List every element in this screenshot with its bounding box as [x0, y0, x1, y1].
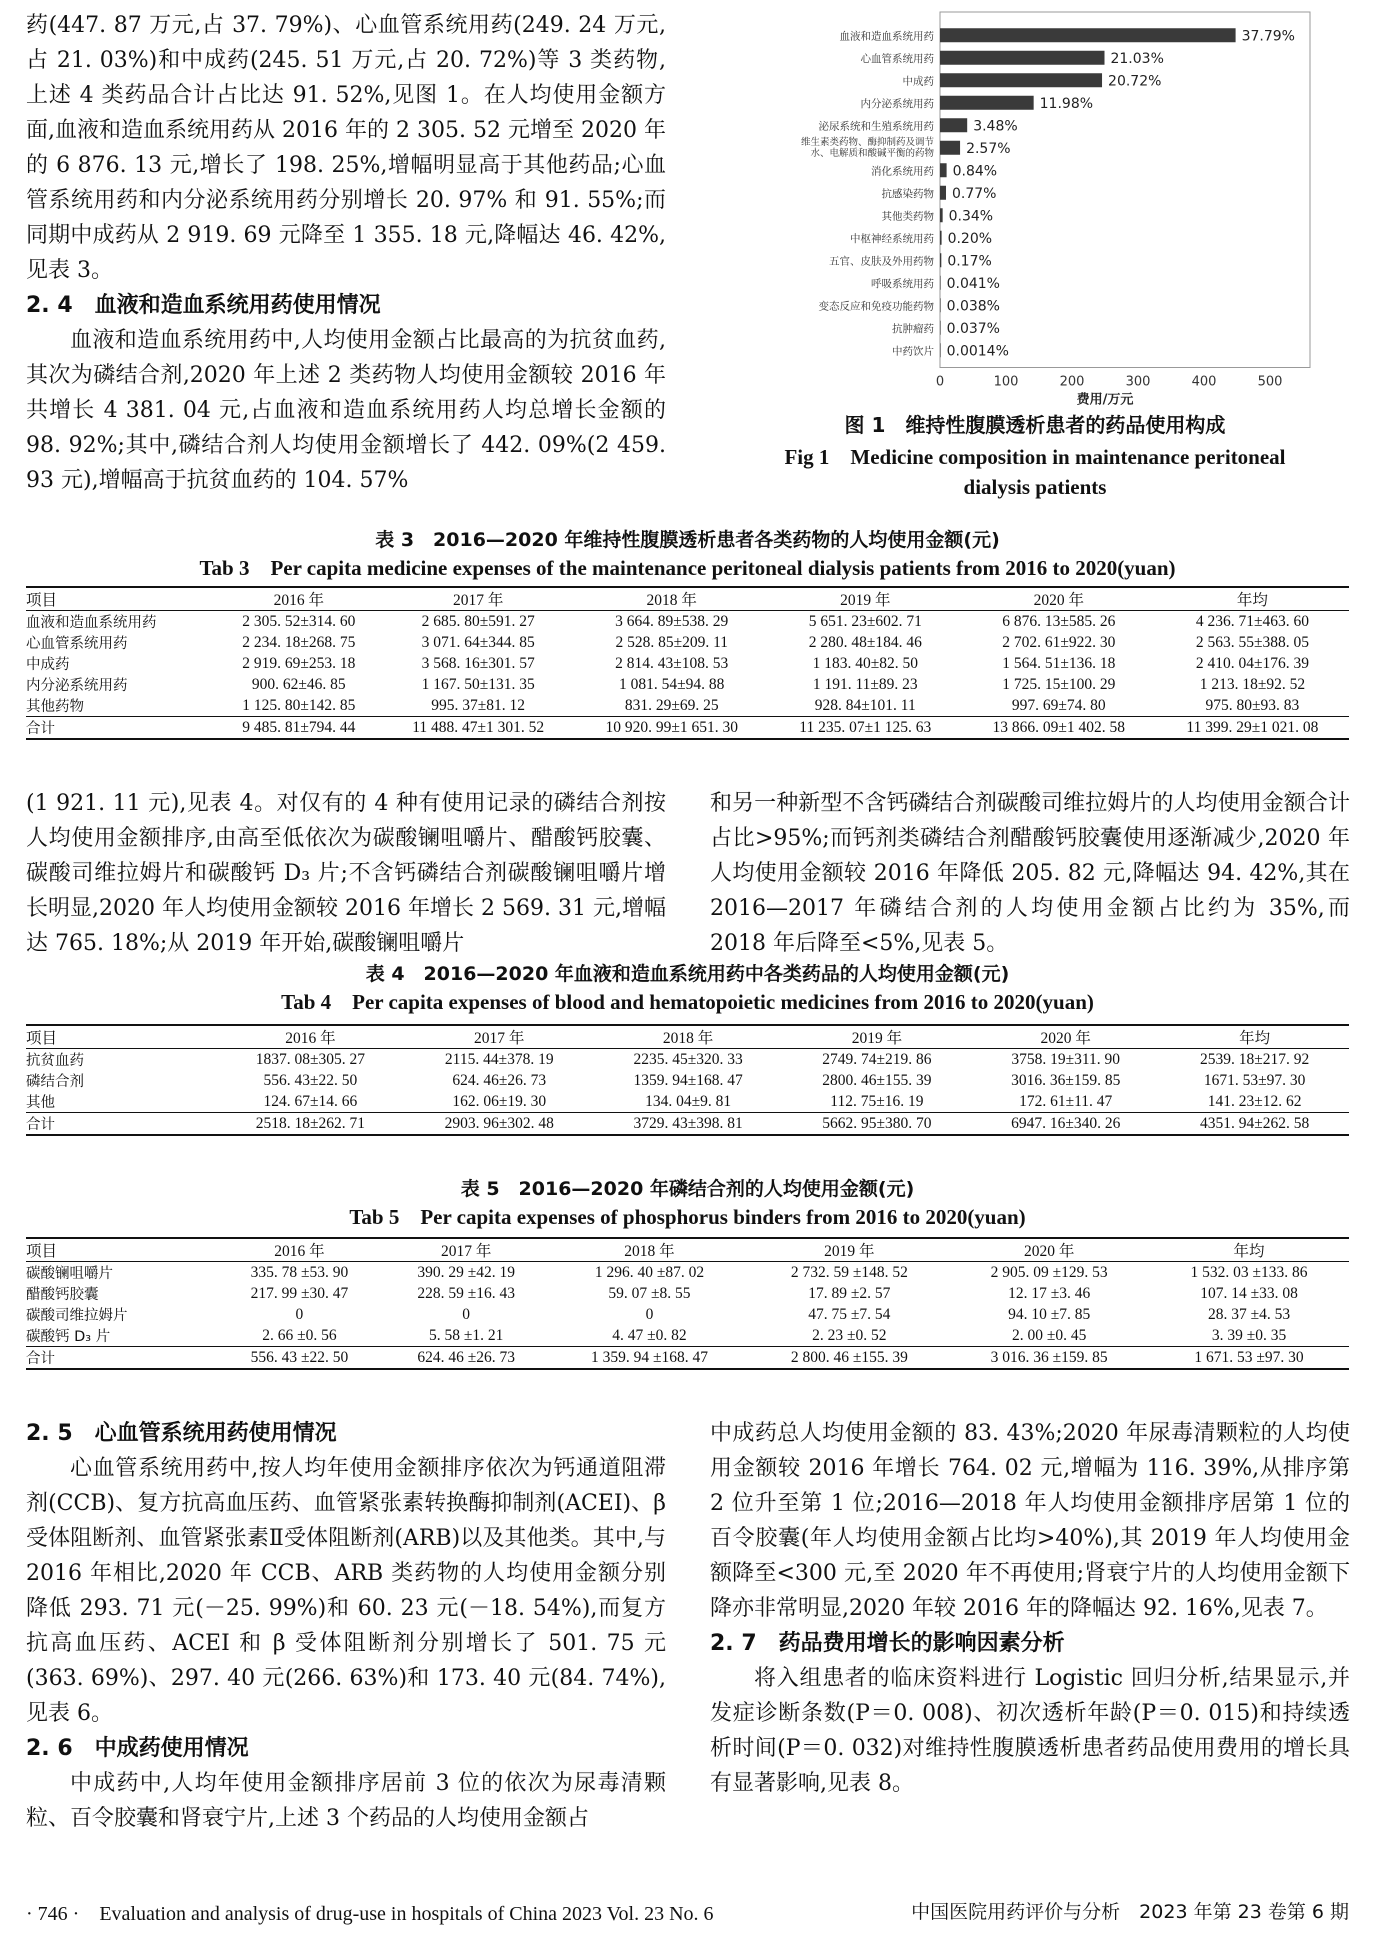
table-3-en-title: Tab 3 Per capita medicine expenses of the maintenance peritoneal dialysis patients from 2016 to 2020(yuan) — [199, 556, 1176, 580]
table-cell: 3729. 43±398. 81 — [594, 1113, 783, 1136]
data-label: 0.0014% — [946, 343, 1009, 360]
category-label: 消化系统用药 — [871, 165, 934, 178]
table-row — [26, 653, 1349, 674]
bar — [940, 253, 941, 267]
table-cell: 2 305. 52±314. 60 — [242, 612, 356, 630]
data-label: 2.57% — [966, 140, 1011, 157]
bar — [940, 28, 1236, 42]
category-label: 中药饮片 — [892, 345, 934, 358]
table-cell: 228. 59 ±16. 43 — [417, 1284, 515, 1302]
row-label: 内分泌系统用药 — [26, 678, 128, 694]
row-label: 心血管系统用药 — [26, 636, 128, 652]
table-cell: 3 071. 64±344. 85 — [421, 633, 535, 651]
column-header: 2018 年 — [594, 1025, 783, 1049]
table-row — [26, 632, 1349, 653]
bar — [940, 118, 967, 132]
mid-left-column — [26, 786, 666, 961]
table-cell: 217. 99 ±30. 47 — [250, 1284, 349, 1302]
table-cell: 4. 47 ±0. 82 — [612, 1326, 687, 1344]
category-label: 心血管系统用药 — [860, 52, 934, 65]
column-header: 2019 年 — [749, 1238, 949, 1262]
table-cell: 3016. 36±159. 85 — [1011, 1071, 1121, 1089]
category-label: 变态反应和免疫功能药物 — [818, 300, 934, 313]
row-label: 其他药物 — [26, 699, 84, 715]
table-cell: 141. 23±12. 62 — [1207, 1092, 1302, 1110]
table-cell: 2749. 74±219. 86 — [822, 1050, 932, 1068]
table-4-cn-title: 表 4 2016—2020 年血液和造血系统用药中各类药品的人均使用金额(元) — [365, 963, 1010, 985]
table-row — [26, 695, 1349, 717]
row-label: 中成药 — [26, 657, 70, 673]
column-header: 项目 — [26, 587, 216, 611]
column-header: 项目 — [26, 1025, 216, 1049]
table-row — [26, 1262, 1349, 1284]
table-cell: 11 488. 47±1 301. 52 — [382, 717, 575, 740]
table-cell: 1837. 08±305. 27 — [255, 1050, 366, 1068]
table-cell: 3 664. 89±538. 29 — [615, 612, 729, 630]
row-label: 合计 — [26, 717, 216, 740]
bar — [940, 208, 943, 222]
bar — [940, 73, 1102, 87]
table-3-title — [0, 526, 1375, 582]
x-tick-label: 0 — [935, 374, 945, 390]
paragraph: 药(447. 87 万元,占 37. 79%)、心血管系统用药(249. 24 万元,占 21. 03%)和中成药(245. 51 万元,占 20. 72%)等 3 类药物,上述 4 类药品合计占比达 91. 52%,见图 1。在人均使用金额方面,血液和造血系统用药从 2016 年的 2 305. 52 元增至 2020 年的 6 876. 13 元,增长了 198. 25%,增幅明显高于其他药品;心血管系统用药和内分泌系统用药分别增长 20. 97% 和 91. 55%;而同期中成药从 2 919. 69 元降至 1 355. 18 元,降幅达 46. 42%,见表 3。 — [26, 13, 666, 283]
table-cell: 1 167. 50±131. 35 — [421, 675, 535, 693]
paragraph: (1 921. 11 元),见表 4。对仅有的 4 种有使用记录的磷结合剂按人均使用金额排序,由高至低依次为碳酸镧咀嚼片、醋酸钙胶囊、碳酸司维拉姆片和碳酸钙 D₃ 片;不含钙磷结合剂碳酸镧咀嚼片增长明显,2020 年人均使用金额较 2016 年增长 2 569. 31 元,增幅达 765. 18%;从 2019 年开始,碳酸镧咀嚼片 — [26, 791, 666, 956]
table-cell: 4351. 94±262. 58 — [1160, 1113, 1349, 1136]
table-cell: 2539. 18±217. 92 — [1199, 1050, 1310, 1068]
table-cell: 2. 23 ±0. 52 — [812, 1326, 887, 1344]
table-cell: 2 280. 48±184. 46 — [808, 633, 922, 651]
bar — [940, 96, 1034, 110]
table-cell: 2 685. 80±591. 27 — [421, 612, 535, 630]
table-cell: 3758. 19±311. 90 — [1011, 1050, 1121, 1068]
table-cell: 1 296. 40 ±87. 02 — [594, 1263, 705, 1281]
table-cell: 335. 78 ±53. 90 — [250, 1263, 349, 1281]
table-cell: 1 125. 80±142. 85 — [242, 696, 356, 714]
row-label: 碳酸司维拉姆片 — [26, 1308, 128, 1324]
table-cell: 1 725. 15±100. 29 — [1002, 675, 1116, 693]
category-label: 泌尿系统和生殖系统用药 — [818, 120, 934, 133]
column-header: 年均 — [1160, 1025, 1349, 1049]
table-cell: 624. 46 ±26. 73 — [383, 1347, 550, 1370]
data-label: 0.20% — [947, 230, 993, 247]
table-cell: 4 236. 71±463. 60 — [1195, 612, 1309, 630]
x-tick-label: 100 — [993, 374, 1019, 390]
table-cell: 134. 04±9. 81 — [645, 1092, 732, 1110]
table-cell: 1 183. 40±82. 50 — [812, 654, 918, 672]
column-header: 2016 年 — [216, 1238, 383, 1262]
row-label: 合计 — [26, 1113, 216, 1136]
table-cell: 0 — [295, 1305, 304, 1323]
table-cell: 5. 58 ±1. 21 — [428, 1326, 504, 1344]
column-header: 2018 年 — [550, 1238, 750, 1262]
table-5 — [26, 1237, 1349, 1370]
bar — [940, 141, 960, 155]
category-label: 五官、皮肤及外用药物 — [829, 255, 934, 268]
column-header: 2019 年 — [769, 587, 962, 611]
table-5-cn-title: 表 5 2016—2020 年磷结合剂的人均使用金额(元) — [460, 1178, 915, 1200]
column-header: 2016 年 — [216, 587, 382, 611]
table-cell: 162. 06±19. 30 — [452, 1092, 547, 1110]
section-heading: 2. 6 中成药使用情况 — [26, 1736, 249, 1761]
data-label: 11.98% — [1039, 95, 1094, 112]
table-cell: 0 — [645, 1305, 654, 1323]
paragraph: 心血管系统用药中,按人均年使用金额排序依次为钙通道阻滞剂(CCB)、复方抗高血压药、血管紧张素转换酶抑制剂(ACEI)、β 受体阻断剂、血管紧张素Ⅱ受体阻断剂(ARB)以及其他类。其中,与 2016 年相比,2020 年 CCB、ARB 类药物的人均使用金额分别降低 293. 71 元(－25. 99%)和 60. 23 元(－18. 54%),而复方抗高血压药、ACEI 和 β 受体阻断剂分别增长了 501. 75 元(363. 69%)、297. 40 元(266. 63%)和 173. 40 元(84. 74%),见表 6。 — [26, 1456, 666, 1726]
table-5-title — [0, 1175, 1375, 1231]
category-label: 维生素类药物、酶抑制药及调节 — [800, 136, 934, 148]
table-cell: 10 920. 99±1 651. 30 — [575, 717, 769, 740]
table-cell: 390. 29 ±42. 19 — [417, 1263, 515, 1281]
table-row — [26, 1049, 1349, 1071]
table-cell: 0 — [462, 1305, 471, 1323]
table-cell: 1 671. 53 ±97. 30 — [1149, 1347, 1349, 1370]
x-tick-label: 500 — [1257, 374, 1283, 390]
row-label: 醋酸钙胶囊 — [26, 1287, 99, 1303]
table-cell: 831. 29±69. 25 — [624, 696, 719, 714]
table-cell: 2518. 18±262. 71 — [216, 1113, 405, 1136]
table-cell: 2115. 44±378. 19 — [444, 1050, 554, 1068]
bar — [940, 321, 941, 335]
section-heading: 2. 5 心血管系统用药使用情况 — [26, 1421, 337, 1446]
data-label: 0.84% — [952, 163, 998, 180]
table-cell: 11 399. 29±1 021. 08 — [1156, 717, 1349, 740]
bar — [940, 231, 942, 245]
column-header: 2020 年 — [949, 1238, 1149, 1262]
table-cell: 2 563. 55±388. 05 — [1195, 633, 1309, 651]
data-label: 37.79% — [1241, 28, 1295, 45]
column-header: 2017 年 — [382, 587, 575, 611]
bar — [940, 163, 947, 177]
category-label: 抗肿瘤药 — [892, 322, 934, 335]
bar — [940, 298, 941, 312]
table-cell: 975. 80±93. 83 — [1205, 696, 1300, 714]
table-cell: 1671. 53±97. 30 — [1203, 1071, 1306, 1089]
table-cell: 1 564. 51±136. 18 — [1002, 654, 1116, 672]
column-header: 2019 年 — [782, 1025, 971, 1049]
table-row — [26, 1283, 1349, 1304]
table-row — [26, 1091, 1349, 1113]
bottom-right-column — [710, 1416, 1350, 1801]
table-cell: 28. 37 ±4. 53 — [1207, 1305, 1291, 1323]
figure-1-caption — [720, 408, 1350, 502]
data-label: 0.77% — [952, 185, 997, 202]
table-cell: 1359. 94±168. 47 — [633, 1071, 743, 1089]
category-label: 水、电解质和酸碱平衡的药物 — [810, 147, 934, 159]
table-4-title — [0, 960, 1375, 1016]
table-cell: 9 485. 81±794. 44 — [216, 717, 382, 740]
footer-right: 中国医院用药评价与分析 2023 年第 23 卷第 6 期 — [911, 1901, 1349, 1923]
table-3 — [26, 586, 1349, 740]
table-cell: 3 568. 16±301. 57 — [421, 654, 535, 672]
table-cell: 2 234. 18±268. 75 — [242, 633, 356, 651]
section-heading: 2. 4 血液和造血系统用药使用情况 — [26, 293, 381, 318]
table-cell: 17. 89 ±2. 57 — [808, 1284, 891, 1302]
table-4-en-title: Tab 4 Per capita expenses of blood and hematopoietic medicines from 2016 to 2020(yuan) — [281, 990, 1094, 1014]
table-cell: 556. 43±22. 50 — [263, 1071, 358, 1089]
row-label: 碳酸钙 D₃ 片 — [26, 1329, 111, 1345]
bar — [940, 51, 1104, 65]
table-row — [26, 674, 1349, 695]
row-label: 血液和造血系统用药 — [26, 615, 157, 631]
footer-left: · 746 · Evaluation and analysis of drug-use in hospitals of China 2023 Vol. 23 No. 6 — [26, 1903, 714, 1925]
data-label: 0.041% — [946, 275, 1000, 292]
table-cell: 2 814. 43±108. 53 — [615, 654, 729, 672]
row-label: 抗贫血药 — [26, 1053, 84, 1069]
left-top-column — [26, 8, 666, 498]
data-label: 20.72% — [1108, 73, 1162, 90]
paragraph: 中成药中,人均年使用金额排序居前 3 位的依次为尿毒清颗粒、百令胶囊和肾衰宁片,上述 3 个药品的人均使用金额占 — [26, 1771, 666, 1831]
table-cell: 2800. 46±155. 39 — [822, 1071, 932, 1089]
column-header: 年均 — [1149, 1238, 1349, 1262]
figure-1-cn-caption: 图 1 维持性腹膜透析患者的药品使用构成 — [844, 413, 1226, 437]
table-cell: 13 866. 09±1 402. 58 — [962, 717, 1156, 740]
table-cell: 2 528. 85±209. 11 — [615, 633, 728, 651]
table-4 — [26, 1024, 1349, 1136]
category-label: 内分泌系统用药 — [860, 97, 934, 110]
row-label: 其他 — [26, 1095, 55, 1111]
table-cell: 11 235. 07±1 125. 63 — [769, 717, 962, 740]
x-tick-label: 200 — [1059, 374, 1085, 390]
table-cell: 3. 39 ±0. 35 — [1211, 1326, 1287, 1344]
x-tick-label: 400 — [1191, 374, 1217, 390]
column-header: 2018 年 — [575, 587, 769, 611]
row-label: 碳酸镧咀嚼片 — [26, 1266, 113, 1282]
table-cell: 2. 00 ±0. 45 — [1011, 1326, 1087, 1344]
data-label: 21.03% — [1110, 50, 1164, 67]
table-cell: 59. 07 ±8. 55 — [608, 1284, 691, 1302]
column-header: 2017 年 — [405, 1025, 594, 1049]
x-tick-label: 300 — [1125, 374, 1151, 390]
table-cell: 2. 66 ±0. 56 — [262, 1326, 337, 1344]
bar — [940, 276, 941, 290]
figure-1-chart — [720, 10, 1340, 410]
row-label: 合计 — [26, 1347, 216, 1370]
table-cell: 2 702. 61±922. 30 — [1002, 633, 1116, 651]
data-label: 0.34% — [948, 208, 994, 225]
table-cell: 6947. 16±340. 26 — [971, 1113, 1160, 1136]
table-cell: 124. 67±14. 66 — [263, 1092, 358, 1110]
table-cell: 556. 43 ±22. 50 — [216, 1347, 383, 1370]
category-label: 血液和造血系统用药 — [839, 30, 934, 43]
bottom-left-column — [26, 1416, 666, 1836]
column-header: 2017 年 — [383, 1238, 550, 1262]
table-cell: 2 800. 46 ±155. 39 — [749, 1347, 949, 1370]
section-heading: 2. 7 药品费用增长的影响因素分析 — [710, 1631, 1065, 1656]
table-cell: 94. 10 ±7. 85 — [1008, 1305, 1091, 1323]
table-cell: 900. 62±46. 85 — [251, 675, 346, 693]
table-cell: 2 919. 69±253. 18 — [242, 654, 356, 672]
table-cell: 3 016. 36 ±159. 85 — [949, 1347, 1149, 1370]
table-cell: 6 876. 13±585. 26 — [1002, 612, 1116, 630]
table-cell: 172. 61±11. 47 — [1019, 1092, 1113, 1110]
table-total-row — [26, 717, 1349, 740]
data-label: 0.037% — [946, 320, 1000, 337]
figure-1-en-caption: Fig 1 Medicine composition in maintenance peritoneal dialysis patients — [784, 445, 1286, 499]
table-total-row — [26, 1347, 1349, 1370]
table-row — [26, 1070, 1349, 1091]
data-label: 0.17% — [947, 253, 992, 270]
column-header: 2020 年 — [962, 587, 1156, 611]
paragraph: 中成药总人均使用金额的 83. 43%;2020 年尿毒清颗粒的人均使用金额较 2016 年增长 764. 02 元,增幅为 116. 39%,从排序第 2 位升至第 1 位;2016—2018 年人均使用金额排序居第 1 位的百令胶囊(年人均使用金额占比均>40%),其 2019 年人均使用金额降至<300 元,至 2020 年不再使用;肾衰宁片的人均使用金额下降亦非常明显,2020 年较 2016 年的降幅达 92. 16%,见表 7。 — [710, 1421, 1350, 1621]
table-cell: 928. 84±101. 11 — [814, 696, 916, 714]
table-cell: 1 081. 54±94. 88 — [619, 675, 725, 693]
column-header: 项目 — [26, 1238, 216, 1262]
mid-right-column — [710, 786, 1350, 961]
table-cell: 1 213. 18±92. 52 — [1199, 675, 1306, 693]
table-cell: 995. 37±81. 12 — [431, 696, 526, 714]
bar — [940, 343, 941, 357]
data-label: 3.48% — [973, 118, 1018, 135]
table-cell: 112. 75±16. 19 — [830, 1092, 924, 1110]
table-row — [26, 1304, 1349, 1325]
category-label: 中枢神经系统用药 — [850, 232, 934, 245]
table-row — [26, 1325, 1349, 1347]
category-label: 中成药 — [902, 75, 934, 88]
table-cell: 1 191. 11±89. 23 — [812, 675, 918, 693]
paragraph: 和另一种新型不含钙磷结合剂碳酸司维拉姆片的人均使用金额合计占比>95%;而钙剂类磷结合剂醋酸钙胶囊使用逐渐减少,2020 年人均使用金额较 2016 年降低 205. 82 元,降幅达 94. 42%,其在 2016—2017 年磷结合剂的人均使用金额占比约为 35%,而 2018 年后降至<5%,见表 5。 — [710, 791, 1350, 956]
table-cell: 1 532. 03 ±133. 86 — [1190, 1263, 1308, 1281]
table-cell: 5 651. 23±602. 71 — [808, 612, 922, 630]
row-label: 磷结合剂 — [26, 1074, 84, 1090]
table-cell: 2235. 45±320. 33 — [633, 1050, 743, 1068]
category-label: 抗感染药物 — [881, 187, 934, 200]
table-cell: 12. 17 ±3. 46 — [1008, 1284, 1091, 1302]
table-cell: 997. 69±74. 80 — [1011, 696, 1106, 714]
table-row — [26, 611, 1349, 633]
data-label: 0.038% — [946, 298, 1000, 315]
column-header: 年均 — [1156, 587, 1349, 611]
table-cell: 5662. 95±380. 70 — [782, 1113, 971, 1136]
table-cell: 1 359. 94 ±168. 47 — [550, 1347, 750, 1370]
column-header: 2020 年 — [971, 1025, 1160, 1049]
table-total-row — [26, 1113, 1349, 1136]
category-label: 呼吸系统用药 — [871, 277, 934, 290]
table-3-cn-title: 表 3 2016—2020 年维持性腹膜透析患者各类药物的人均使用金额(元) — [375, 529, 1000, 551]
table-cell: 2 732. 59 ±148. 52 — [790, 1263, 908, 1281]
table-cell: 2 905. 09 ±129. 53 — [990, 1263, 1108, 1281]
table-5-en-title: Tab 5 Per capita expenses of phosphorus binders from 2016 to 2020(yuan) — [349, 1205, 1026, 1229]
table-cell: 2903. 96±302. 48 — [405, 1113, 594, 1136]
bar — [940, 186, 946, 200]
table-cell: 107. 14 ±33. 08 — [1200, 1284, 1298, 1302]
category-label: 其他类药物 — [881, 210, 934, 223]
x-axis-label: 费用/万元 — [1076, 392, 1134, 408]
paragraph: 血液和造血系统用药中,人均使用金额占比最高的为抗贫血药,其次为磷结合剂,2020 年上述 2 类药物人均使用金额较 2016 年共增长 4 381. 04 元,占血液和造血系统用药人均总增长金额的 98. 92%;其中,磷结合剂人均使用金额增长了 442. 09%(2 459. 93 元),增幅高于抗贫血药的 104. 57% — [26, 328, 666, 493]
paragraph: 将入组患者的临床资料进行 Logistic 回归分析,结果显示,并发症诊断条数(P＝0. 008)、初次透析年龄(P＝0. 015)和持续透析时间(P＝0. 032)对维持性腹膜透析患者药品使用费用的增长具有显著影响,见表 8。 — [710, 1666, 1350, 1796]
table-cell: 624. 46±26. 73 — [452, 1071, 547, 1089]
table-cell: 2 410. 04±176. 39 — [1195, 654, 1309, 672]
table-cell: 47. 75 ±7. 54 — [808, 1305, 891, 1323]
column-header: 2016 年 — [216, 1025, 405, 1049]
